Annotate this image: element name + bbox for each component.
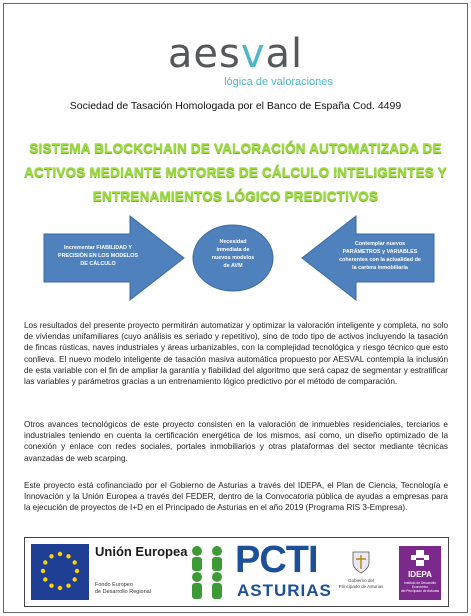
logo-part-2: v: [240, 31, 266, 77]
eu-sub-line-2: de Desarrollo Regional: [95, 589, 151, 595]
eu-sub-line-1: Fondo Europeo: [95, 582, 133, 588]
idepa-logo: [399, 546, 441, 600]
left-arrow-line-3: DE CÁLCULO: [80, 261, 116, 267]
logo-wordmark: [0, 31, 471, 77]
idepa-subtitle: [400, 581, 440, 593]
gobierno-label: [325, 578, 397, 590]
center-ellipse-label: [198, 238, 268, 270]
center-line-2: inmediata de: [216, 247, 250, 253]
funding-logos-bar: [24, 537, 449, 607]
center-line-3: nuevos modelos: [211, 255, 255, 261]
right-arrow-line-1: Contemplar nuevos: [354, 241, 406, 247]
logo-tagline: lógica de valoraciones: [224, 76, 333, 88]
title-line-1: SISTEMA BLOCKCHAIN DE VALORACIÓN AUTOMATIZADA DE: [29, 141, 442, 156]
right-arrow-line-2: PARÁMETROS y VARIABLES: [342, 249, 418, 255]
aesval-logo: [0, 31, 471, 88]
title-line-2: ACTIVOS MEDIANTE MOTORES DE CÁLCULO INTELIGENTES Y: [24, 165, 447, 180]
pcti-wordmark: PCTI: [235, 539, 318, 581]
gob-line-1: Gobierno del: [348, 578, 374, 583]
right-arrow-line-4: la cartera inmobiliaria: [352, 265, 408, 271]
left-arrow-label: [50, 244, 146, 268]
paragraph-results: Los resultados del presente proyecto permitirán automatizar y optimizar la valoración inteligente y completa, no solo de viviendas unifamiliares (cuyo análisis es seriado y repetitivo), sino de todo tipo de activos incluyendo la tasación de fincas rústicas, naves industriales y áreas urbanizables, con la complejidad tecnológica y riesgo técnico que esto conlleva. El nuevo modelo inteligente de tasación masiva automática propuesto por AESVAL contempla la inclusión de esta variable con el fin de ampliar la garantía y fiabilidad del algoritmo que será capaz de segmentar y estratificar las variables y parámetros gracias a un entrenamiento lógico predictivo por el método de comparación.: [24, 321, 448, 387]
eu-flag-icon: [31, 544, 89, 600]
center-line-1: Necesidad: [219, 239, 247, 245]
page-border: [3, 3, 468, 613]
pcti-figures-icon: [187, 544, 231, 602]
eu-title: Unión Europea: [95, 544, 188, 559]
coat-of-arms-icon: [351, 550, 371, 574]
right-arrow-label: [330, 240, 430, 272]
idepa-sub-line-2: del Principado de Asturias: [400, 589, 440, 593]
project-title: [20, 137, 451, 209]
gob-line-2: Principado de Asturias: [338, 584, 384, 589]
concept-diagram: [0, 212, 471, 304]
left-arrow-line-2: PRECISIÓN EN LOS MODELOS: [58, 253, 138, 259]
idepa-emblem-icon: [399, 546, 441, 570]
paragraph-advances: Otros avances tecnológicos de este proyecto consisten en la valoración de inmuebles residenciales, terciarios e industriales teniendo en cuenta la certificación energética de los mismos, así como, un diseño optimizado de la conexión y enlace con redes sociales, portales inmobiliarios y otras plataformas del sector mediante técnicas avanzadas de web scarping.: [24, 420, 448, 463]
right-arrow-line-3: coherentes con la actualidad de: [339, 257, 421, 263]
logo-part-1: aes: [167, 31, 241, 77]
logo-part-3: al: [265, 31, 304, 77]
idepa-wordmark: IDEPA: [408, 570, 432, 579]
idepa-sub-line-1: Instituto de Desarrollo Económico: [403, 581, 437, 589]
pcti-subtitle: ASTURIAS: [237, 581, 332, 600]
society-statement: Sociedad de Tasación Homologada por el Banco de España Cod. 4499: [69, 100, 402, 112]
center-line-4: de AVM: [223, 263, 243, 269]
paragraph-funding: Este proyecto está cofinanciado por el Gobierno de Asturias a través del IDEPA, el Plan de Ciencia, Tecnología e Innovación y la Unión Europea a través del FEDER, dentro de la Convocatoria pública de ayudas a empresas para la ejecución de proyectos de I+D en el Principado de Asturias en el año 2019 (Programa RIS 3-Empresa).: [24, 481, 448, 513]
left-arrow-line-1: Incrementar FIABILIDAD Y: [64, 245, 132, 251]
eu-subtitle: [95, 582, 151, 596]
title-line-3: ENTRENAMIENTOS LÓGICO PREDICTIVOS: [92, 189, 379, 204]
